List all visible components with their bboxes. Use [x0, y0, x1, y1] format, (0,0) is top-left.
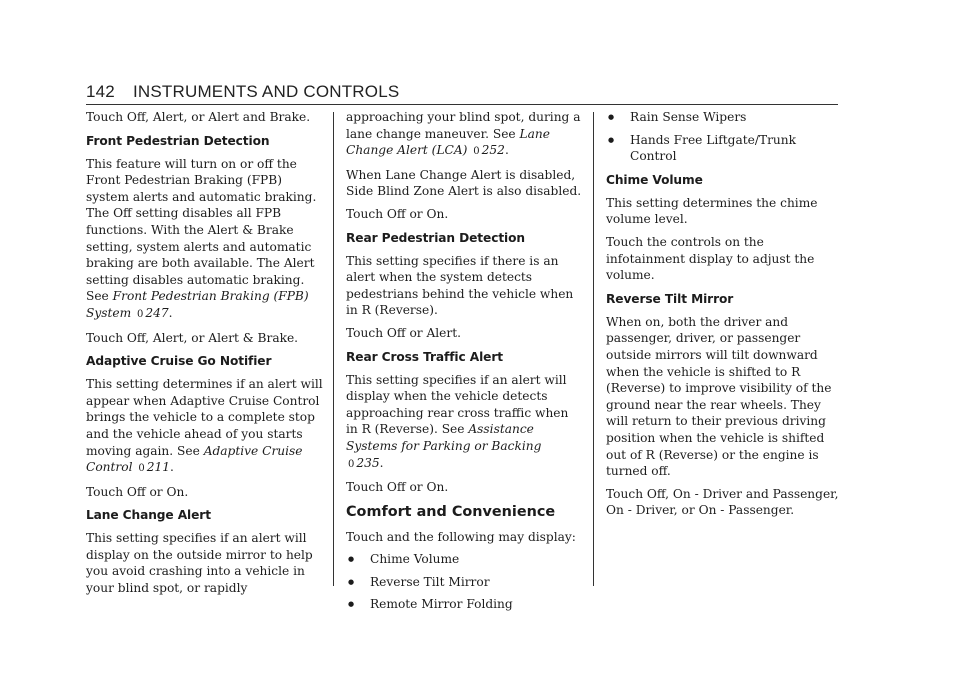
- list-item: ● Hands Free Liftgate/Trunk Control: [606, 132, 844, 165]
- cross-reference-link[interactable]: Adaptive Cruise Control 0 211: [86, 443, 303, 475]
- column-divider: [593, 112, 594, 586]
- column-divider: [333, 112, 334, 586]
- paragraph: Touch Off or On.: [346, 206, 449, 221]
- column-2: [346, 109, 582, 619]
- paragraph: Touch Off or Alert.: [346, 325, 461, 340]
- bullet-list: [346, 551, 582, 613]
- paragraph: Touch the controls on the infotainment display to adjust the volume.: [606, 234, 815, 283]
- heading-lane-change-alert: Lane Change Alert: [86, 508, 211, 523]
- page-number: 142: [86, 82, 115, 101]
- paragraph: Touch Off or On.: [86, 484, 189, 499]
- paragraph: This feature will turn on or off the Front Pedestrian Braking (FPB) system alerts and automatic braking. The Off setting disables all FPB functions. With the Alert & Brake setting, system alerts and automatic braking are both available. The Alert setting disables automatic braking. See Front Pedestrian Braking (FPB) System 0 247.: [86, 156, 317, 320]
- heading-adaptive-cruise-go-notifier: Adaptive Cruise Go Notifier: [86, 354, 272, 369]
- cross-reference-link[interactable]: Assistance Systems for Parking or Backing 0 235: [346, 422, 542, 470]
- paragraph: This setting determines if an alert will appear when Adaptive Cruise Control brings the vehicle to a complete stop and the vehicle ahead of you starts moving again. See Adaptive Cruise Control 0 211.: [86, 377, 323, 475]
- page-ref-icon: 0: [137, 308, 144, 320]
- paragraph: Touch Off, Alert, or Alert & Brake.: [86, 330, 299, 345]
- page-header: [86, 82, 838, 105]
- cross-reference-link[interactable]: Front Pedestrian Braking (FPB) System 0 247: [86, 289, 309, 320]
- heading-rear-cross-traffic-alert: Rear Cross Traffic Alert: [346, 349, 503, 364]
- list-item: ● Reverse Tilt Mirror: [346, 574, 582, 591]
- list-item: ● Chime Volume: [346, 551, 582, 568]
- cross-reference-link[interactable]: Lane Change Alert (LCA) 0 252: [346, 126, 550, 158]
- paragraph: This setting specifies if an alert will display when the vehicle detects approaching rear cross traffic when in R (Reverse). See Assistance Systems for Parking or Backing 0 235.: [346, 372, 569, 470]
- paragraph: When on, both the driver and passenger, driver, or passenger outside mirrors will tilt downward when the vehicle is shifted to R (Reverse) to improve visibility of the ground near the rear wheels. They will return to their previous driving position when the vehicle is shifted out of R (Reverse) or the engine is turned off.: [606, 314, 832, 479]
- paragraph: Touch Off or On.: [346, 480, 449, 495]
- paragraph: This setting specifies if there is an alert when the system detects pedestrians behind the vehicle when in R (Reverse).: [346, 253, 574, 318]
- bullet-list: [606, 109, 844, 165]
- heading-chime-volume: Chime Volume: [606, 172, 703, 187]
- section-title: INSTRUMENTS AND CONTROLS: [132, 82, 400, 101]
- paragraph: Touch and the following may display:: [346, 529, 576, 544]
- heading-comfort-and-convenience: Comfort and Convenience: [346, 503, 556, 520]
- paragraph: This setting specifies if an alert will display on the outside mirror to help you avoid crashing into a vehicle in your blind spot, or rapidly: [86, 531, 313, 596]
- heading-reverse-tilt-mirror: Reverse Tilt Mirror: [606, 291, 734, 306]
- paragraph: Touch Off, Alert, or Alert and Brake.: [86, 110, 311, 124]
- column-3: [606, 109, 844, 525]
- page-ref-icon: 0: [473, 146, 480, 158]
- list-item: ● Rain Sense Wipers: [606, 109, 844, 126]
- heading-rear-pedestrian-detection: Rear Pedestrian Detection: [346, 230, 525, 245]
- paragraph: This setting determines the chime volume level.: [606, 195, 818, 227]
- list-item: ● Remote Mirror Folding: [346, 596, 582, 613]
- page-ref-icon: 0: [348, 458, 355, 470]
- paragraph: When Lane Change Alert is disabled, Side Blind Zone Alert is also disabled.: [346, 167, 582, 199]
- paragraph: Touch Off, On - Driver and Passenger, On - Driver, or On - Passenger.: [606, 486, 839, 518]
- page-ref-icon: 0: [138, 463, 145, 475]
- heading-front-pedestrian-detection: Front Pedestrian Detection: [86, 133, 270, 148]
- column-1: [86, 109, 324, 603]
- paragraph: approaching your blind spot, during a lane change maneuver. See Lane Change Alert (LCA) 0 252.: [346, 110, 581, 158]
